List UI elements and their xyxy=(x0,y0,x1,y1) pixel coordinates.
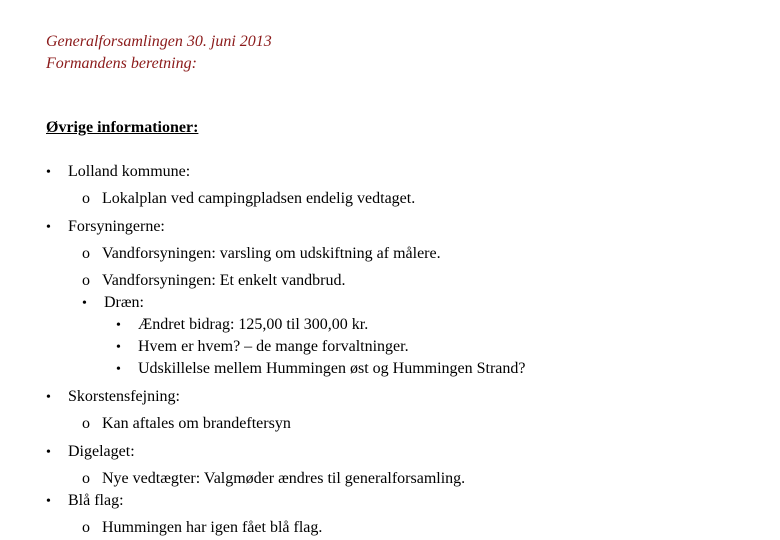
section-heading: Øvrige informationer: xyxy=(46,119,199,136)
header-subtitle: Formandens beretning: xyxy=(46,55,197,72)
list-item-text: Nye vedtægter: Valgmøder ændres til generalforsamling. xyxy=(102,470,466,487)
list-item-text: Hummingen har igen fået blå flag. xyxy=(102,519,323,536)
list-item xyxy=(82,294,144,312)
bullet-marker: • xyxy=(46,165,51,180)
circle-marker: o xyxy=(82,415,90,432)
bullet-marker: • xyxy=(82,296,87,311)
bullet-marker: • xyxy=(46,390,51,405)
header-title: Generalforsamlingen 30. juni 2013 xyxy=(46,33,272,50)
list-item xyxy=(116,338,409,356)
list-item-text: Kan aftales om brandeftersyn xyxy=(102,415,291,432)
list-item xyxy=(46,163,190,181)
circle-marker: o xyxy=(82,470,90,487)
list-item xyxy=(46,443,135,461)
list-item xyxy=(46,218,165,236)
bullet-marker: • xyxy=(46,445,51,460)
list-item-text: Hvem er hvem? – de mange forvaltninger. xyxy=(138,338,409,355)
list-item-text: Ændret bidrag: 125,00 til 300,00 kr. xyxy=(138,316,369,333)
list-item-text: Digelaget: xyxy=(68,443,135,460)
bullet-marker: • xyxy=(46,494,51,509)
list-item-text: Udskillelse mellem Hummingen øst og Hummingen Strand? xyxy=(138,360,526,377)
list-item-text: Forsyningerne: xyxy=(68,218,165,235)
bullet-marker: • xyxy=(46,220,51,235)
list-item-text: Vandforsyningen: Et enkelt vandbrud. xyxy=(102,272,346,289)
circle-marker: o xyxy=(82,190,90,207)
list-item xyxy=(46,388,180,406)
bullet-marker: • xyxy=(116,362,121,377)
list-item-text: Skorstensfejning: xyxy=(68,388,180,405)
list-item-text: Blå flag: xyxy=(68,492,124,509)
list-item xyxy=(46,492,124,510)
list-item xyxy=(82,519,322,537)
list-item-text: Lokalplan ved campingpladsen endelig vedtaget. xyxy=(102,190,416,207)
list-item-text: Vandforsyningen: varsling om udskiftning af målere. xyxy=(102,245,441,262)
list-item xyxy=(82,272,346,290)
list-item-text: Dræn: xyxy=(104,294,144,311)
circle-marker: o xyxy=(82,272,90,289)
circle-marker: o xyxy=(82,519,90,536)
list-item xyxy=(82,190,415,208)
list-item xyxy=(116,316,368,334)
list-item xyxy=(116,360,526,378)
list-item xyxy=(82,470,465,488)
list-item xyxy=(82,415,291,433)
bullet-marker: • xyxy=(116,340,121,355)
bullet-marker: • xyxy=(116,318,121,333)
circle-marker: o xyxy=(82,245,90,262)
list-item-text: Lolland kommune: xyxy=(68,163,191,180)
list-item xyxy=(82,245,441,263)
